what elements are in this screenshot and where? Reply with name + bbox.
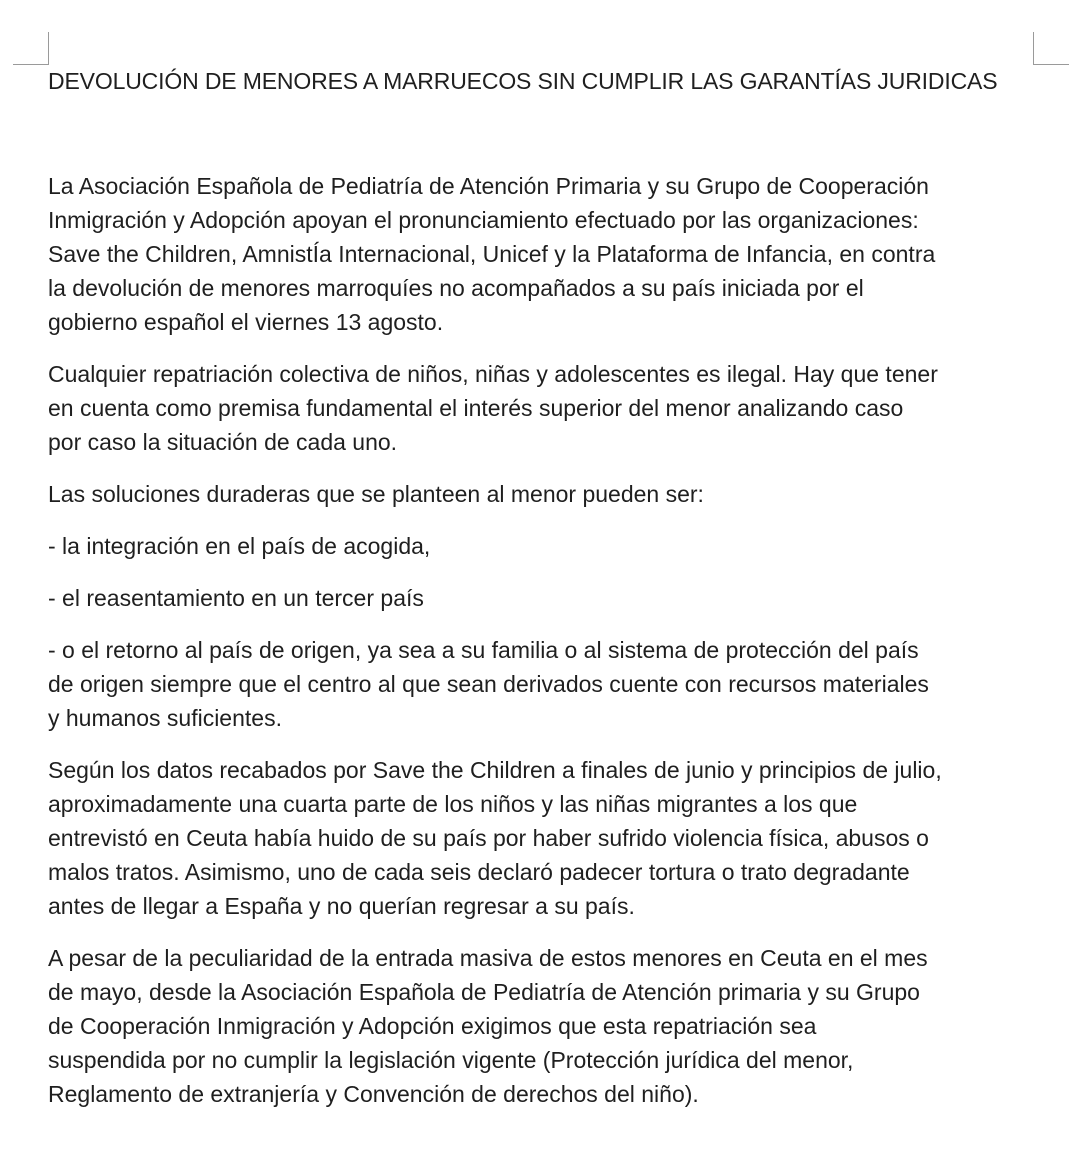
text-line: Las soluciones duraderas que se planteen al menor pueden ser: xyxy=(48,481,704,507)
text-line: en cuenta como premisa fundamental el interés superior del menor analizando caso xyxy=(48,395,904,421)
list-item-return xyxy=(48,633,1048,735)
paragraph-demand xyxy=(48,941,1048,1111)
text-line: de origen siempre que el centro al que sean derivados cuente con recursos materiales xyxy=(48,671,929,697)
text-line: Reglamento de extranjería y Convención de derechos del niño). xyxy=(48,1081,699,1107)
crop-mark-top-right xyxy=(1033,32,1069,65)
list-item-integration xyxy=(48,529,1048,563)
document-title: DEVOLUCIÓN DE MENORES A MARRUECOS SIN CUMPLIR LAS GARANTÍAS JURIDICAS xyxy=(48,68,998,94)
text-line: malos tratos. Asimismo, uno de cada seis declaró padecer tortura o trato degradante xyxy=(48,859,910,885)
text-line: la devolución de menores marroquíes no acompañados a su país iniciada por el xyxy=(48,275,864,301)
text-line: gobierno español el viernes 13 agosto. xyxy=(48,309,444,335)
text-line: entrevistó en Ceuta había huido de su país por haber sufrido violencia física, abusos o xyxy=(48,825,929,851)
text-line: suspendida por no cumplir la legislación vigente (Protección jurídica del menor, xyxy=(48,1047,854,1073)
text-line: - o el retorno al país de origen, ya sea a su familia o al sistema de protección del país xyxy=(48,637,919,663)
paragraph-solutions-intro xyxy=(48,477,1048,511)
text-line: por caso la situación de cada uno. xyxy=(48,429,398,455)
text-line: - el reasentamiento en un tercer país xyxy=(48,585,424,611)
text-line: Cualquier repatriación colectiva de niños, niñas y adolescentes es ilegal. Hay que tener xyxy=(48,361,938,387)
paragraph-intro xyxy=(48,169,1048,339)
text-line: antes de llegar a España y no querían regresar a su país. xyxy=(48,893,635,919)
text-line: aproximadamente una cuarta parte de los niños y las niñas migrantes a los que xyxy=(48,791,858,817)
text-line: A pesar de la peculiaridad de la entrada masiva de estos menores en Ceuta en el mes xyxy=(48,945,928,971)
crop-mark-top-left xyxy=(13,32,49,65)
text-line: de Cooperación Inmigración y Adopción exigimos que esta repatriación sea xyxy=(48,1013,817,1039)
text-line: La Asociación Española de Pediatría de Atención Primaria y su Grupo de Cooperación xyxy=(48,173,929,199)
text-line: Inmigración y Adopción apoyan el pronunciamiento efectuado por las organizaciones: xyxy=(48,207,919,233)
list-item-resettlement xyxy=(48,581,1048,615)
paragraph-repatriation xyxy=(48,357,1048,459)
text-line: de mayo, desde la Asociación Española de Pediatría de Atención primaria y su Grupo xyxy=(48,979,920,1005)
text-line: - la integración en el país de acogida, xyxy=(48,533,431,559)
text-line: Save the Children, AmnistÍa Internacional, Unicef y la Plataforma de Infancia, en contra xyxy=(48,241,936,267)
paragraph-data xyxy=(48,753,1048,923)
document-body xyxy=(48,63,1048,1111)
text-line: Según los datos recabados por Save the Children a finales de junio y principios de julio, xyxy=(48,757,942,783)
text-line: y humanos suficientes. xyxy=(48,705,282,731)
